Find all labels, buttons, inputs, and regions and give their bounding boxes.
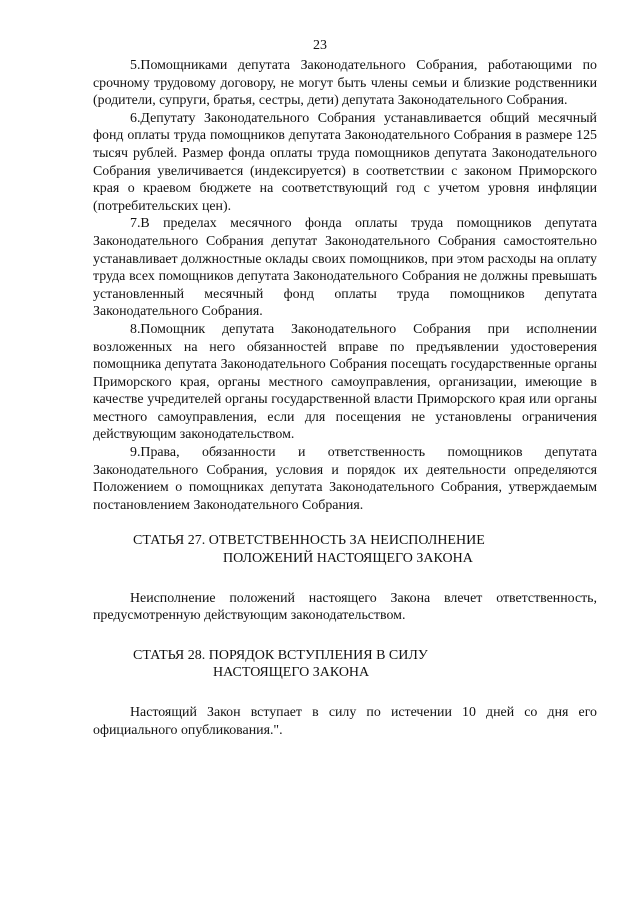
article-28-heading bbox=[93, 647, 597, 682]
article-27-heading bbox=[93, 532, 597, 567]
paragraph-7: 7.В пределах месячного фонда оплаты труда помощников депутата Законодательного Собрания депутат Законодательного Собрания самостоятельно устанавливает должностные оклады своих помощников, при этом расходы на оплату труда всех помощников депутата Законодательного Собрания не должны превышать установленный месячный фонд оплаты труда помощников депутата Законодательного Собрания. bbox=[93, 216, 597, 320]
paragraph-8: 8.Помощник депутата Законодательного Собрания при исполнении возложенных на него обязанностей вправе по предъявлении удостоверения помощника депутата Законодательного Собрания посещать государственные органы Приморского края, органы местного самоуправления, организации, имеющие в качестве учредителей органы государственной власти Приморского края или органы местного самоуправления, если для посещения не установлены ограничения действующим законодательством. bbox=[93, 321, 597, 443]
paragraph-5: 5.Помощниками депутата Законодательного Собрания, работающими по срочному трудовому договору, не могут быть члены семьи и близкие родственники (родители, супруги, братья, сестры, дети) депутата Законодательного Собрания. bbox=[93, 58, 597, 109]
article-28-heading-line2: НАСТОЯЩЕГО ЗАКОНА bbox=[213, 665, 370, 681]
article-27-heading-line2: ПОЛОЖЕНИЙ НАСТОЯЩЕГО ЗАКОНА bbox=[223, 551, 473, 567]
document-body bbox=[93, 57, 597, 739]
article-27-heading-line1: СТАТЬЯ 27. ОТВЕТСТВЕННОСТЬ ЗА НЕИСПОЛНЕНИЕ bbox=[133, 533, 485, 549]
paragraph-9: 9.Права, обязанности и ответственность помощников депутата Законодательного Собрания, условия и порядок их деятельности определяются Положением о помощниках депутата Законодательного Собрания, утверждаемым постановлением Законодательного Собрания. bbox=[93, 445, 597, 513]
page-number: 23 bbox=[313, 38, 327, 53]
article-28-text: Настоящий Закон вступает в силу по истечении 10 дней со дня его официального опубликования.". bbox=[93, 705, 597, 738]
article-27-text: Неисполнение положений настоящего Закона влечет ответственность, предусмотренную действующим законодательством. bbox=[93, 590, 597, 624]
paragraph-6: 6.Депутату Законодательного Собрания устанавливается общий месячный фонд оплаты труда помощников депутата Законодательного Собрания в размере 125 тысяч рублей. Размер фонда оплаты труда помощников депутата Законодательного Собрания увеличивается (индексируется) в соответствии с законом Приморского края о краевом бюджете на соответствующий год с учетом уровня инфляции (потребительских цен). bbox=[93, 110, 597, 214]
article-28-heading-line1: СТАТЬЯ 28. ПОРЯДОК ВСТУПЛЕНИЯ В СИЛУ bbox=[133, 647, 428, 663]
